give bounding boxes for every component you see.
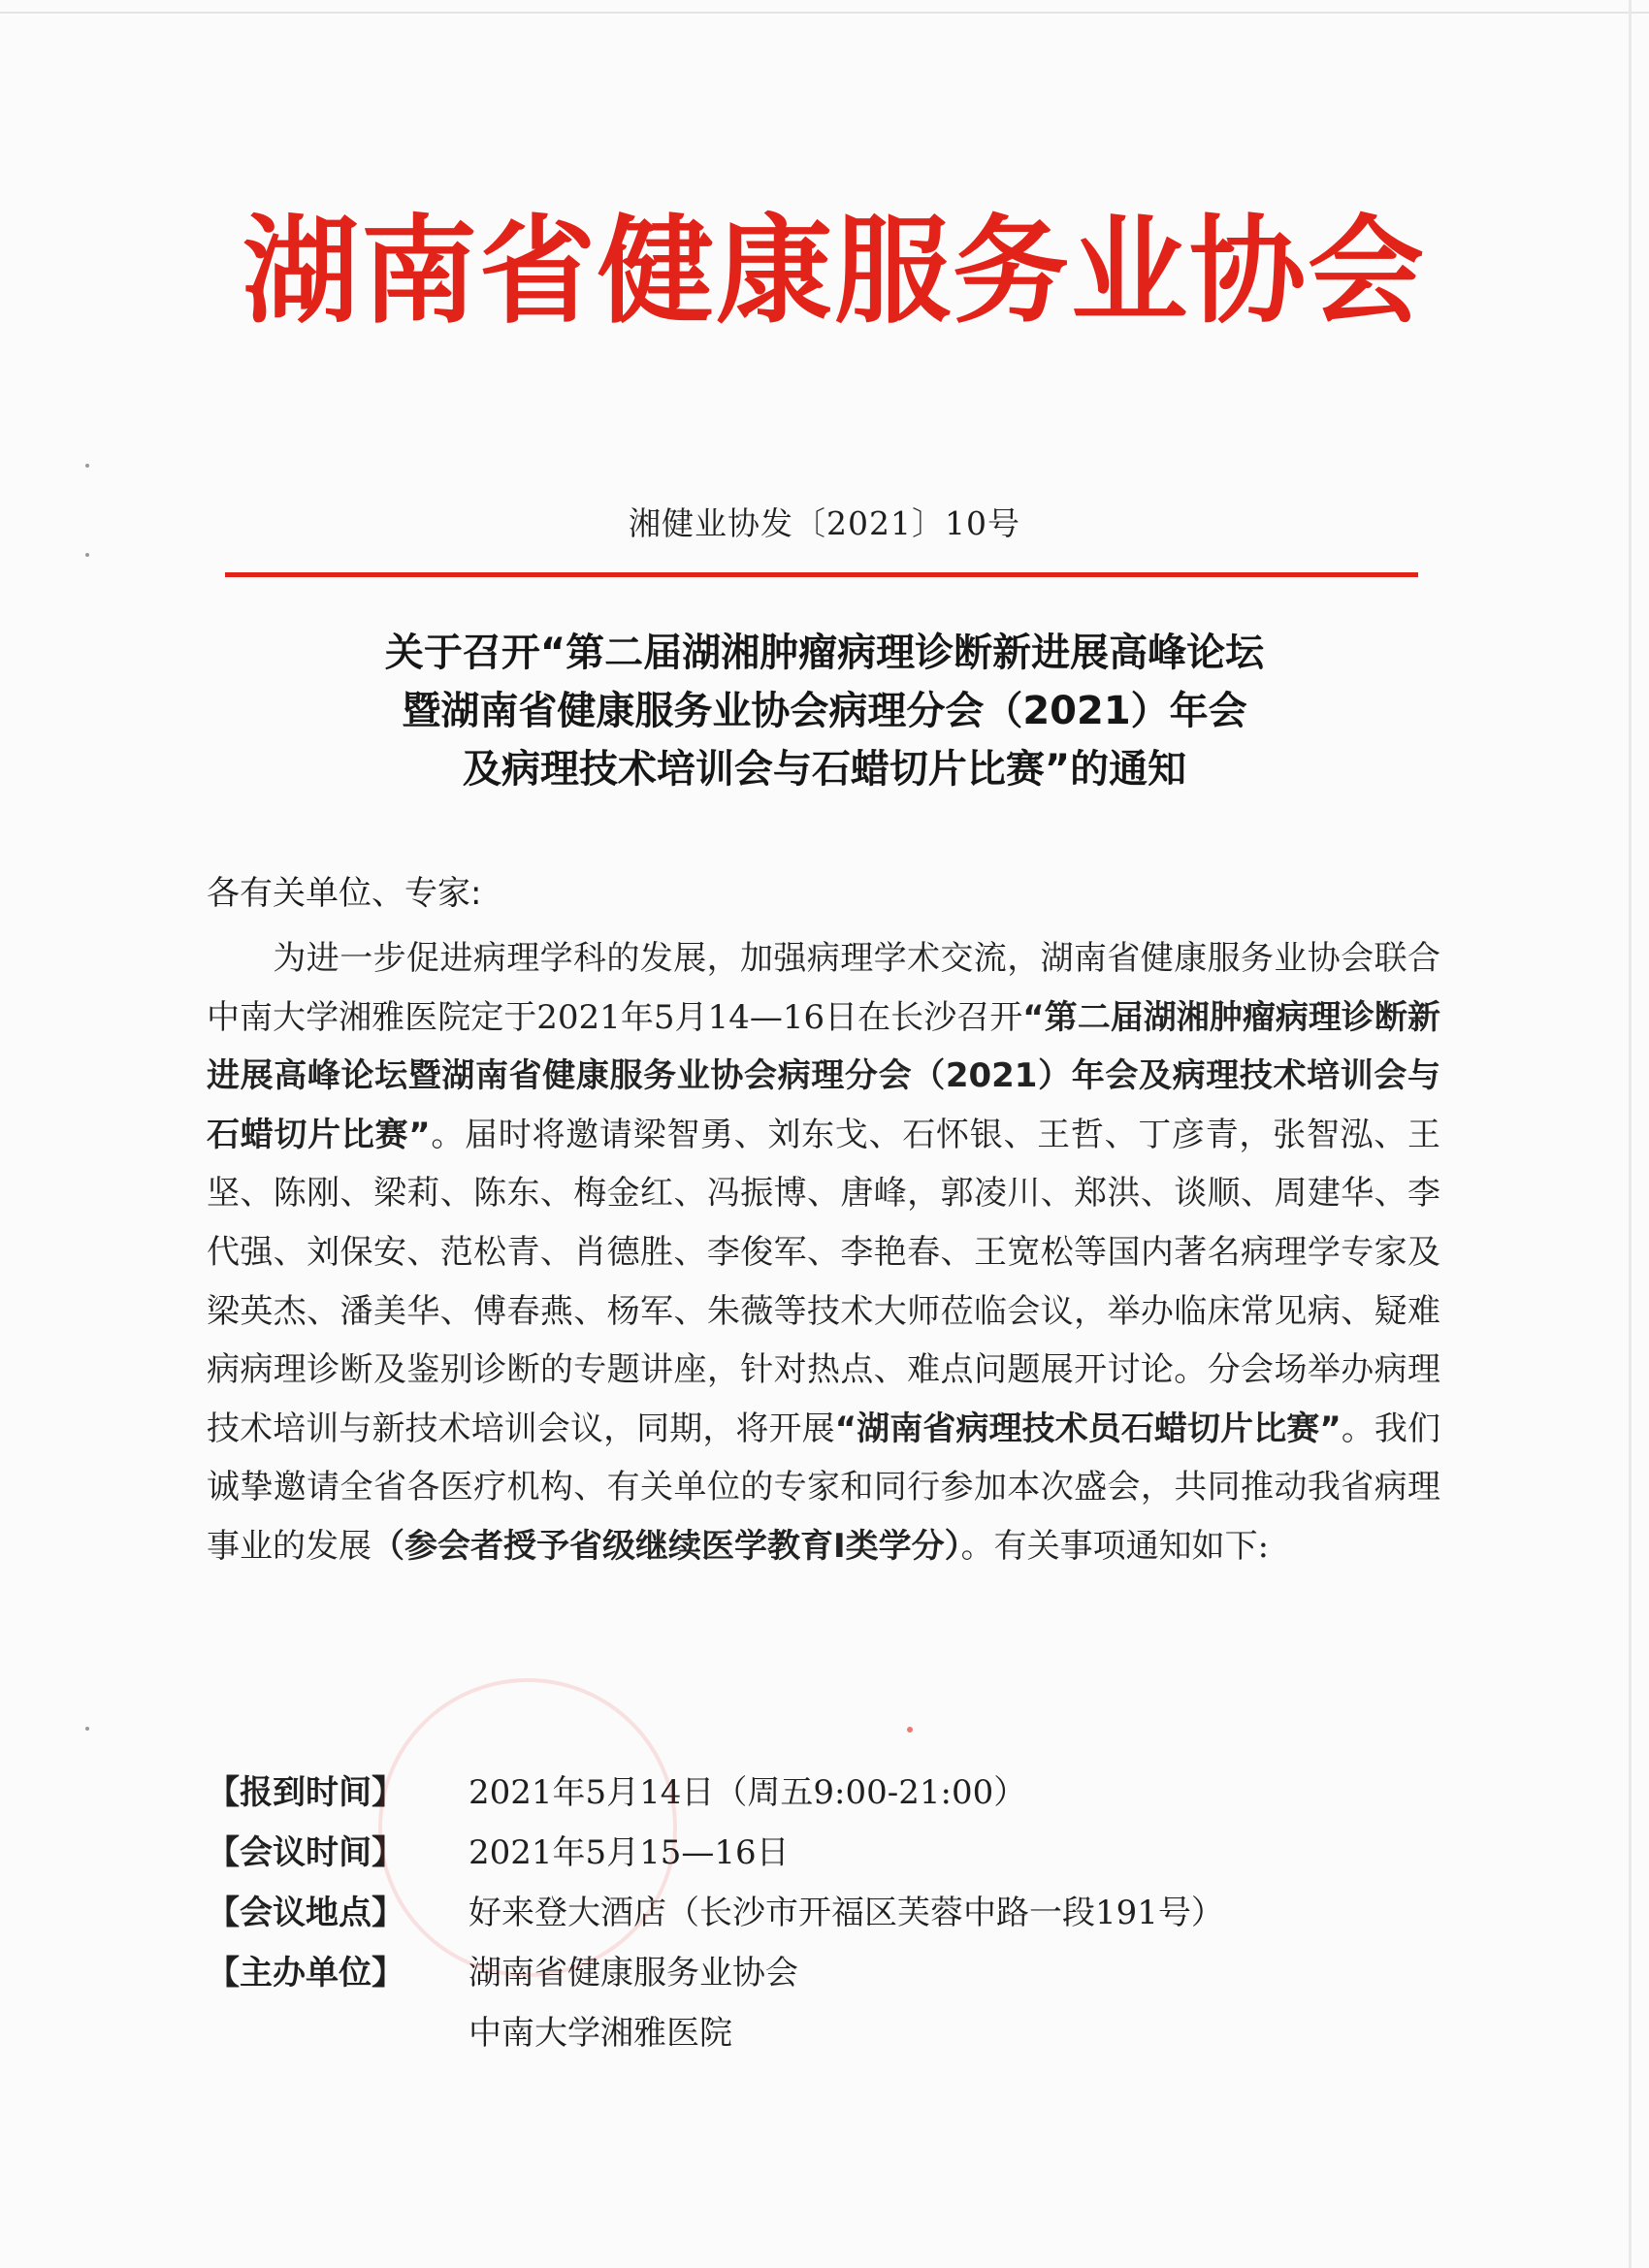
scan-edge-right (1629, 0, 1632, 2268)
scan-speck (85, 553, 89, 557)
faint-seal-stamp (378, 1678, 677, 1977)
venue-value: 好来登大酒店（长沙市开福区芙蓉中路一段191号） (469, 1894, 1224, 1932)
notice-title-line-1: 关于召开“第二届湖湘肿瘤病理诊断新进展高峰论坛 (384, 631, 1265, 675)
meeting-time-label: 【会议时间】 (207, 1833, 404, 1872)
organizer-value-1: 湖南省健康服务业协会 (469, 1954, 798, 1993)
organizer-label: 【主办单位】 (207, 1954, 404, 1993)
body-text-closing: 。有关事项通知如下: (960, 1526, 1270, 1566)
scan-edge-top (0, 12, 1649, 14)
scan-speck (85, 1727, 89, 1731)
organization-header: 湖南省健康服务业协会 (242, 203, 1426, 340)
scan-speck-red (907, 1727, 913, 1733)
organizer-row-2 (469, 2004, 732, 2062)
venue-label: 【会议地点】 (207, 1894, 404, 1932)
red-divider-line (225, 572, 1418, 577)
notice-title-line-2: 暨湖南省健康服务业协会病理分会（2021）年会 (402, 689, 1247, 733)
salutation: 各有关单位、专家: (207, 874, 482, 913)
document-number: 湘健业协发〔2021〕10号 (629, 504, 1020, 542)
venue-row (207, 1884, 1224, 1942)
scan-speck (85, 464, 89, 468)
body-text-invitation: 。我们诚挚邀请全省各医疗机构、有关单位的专家和同行参加本次盛会，共同推动我省病理事业的发展 (207, 1409, 1441, 1566)
registration-value: 2021年5月14日（周五9:00-21:00） (469, 1773, 1027, 1812)
notice-title-line-3: 及病理技术培训会与石蜡切片比赛”的通知 (462, 747, 1187, 792)
organizer-value-2: 中南大学湘雅医院 (469, 2014, 732, 2053)
body-paragraph (207, 929, 1440, 1576)
notice-title (194, 624, 1455, 798)
registration-label: 【报到时间】 (207, 1773, 404, 1812)
event-name-bold: “第二届湖湘肿瘤病理诊断新进展高峰论坛暨湖南省健康服务业协会病理分会（2021）年会及病理技术培训会与石蜡切片比赛” (207, 997, 1440, 1154)
contest-name-bold: “湖南省病理技术员石蜡切片比赛” (834, 1409, 1342, 1448)
body-text-speakers: 。届时将邀请梁智勇、刘东戈、石怀银、王哲、丁彦青，张智泓、王坚、陈刚、梁莉、陈东、梅金红、冯振博、唐峰，郭凌川、郑洪、谈顺、周建华、李代强、刘保安、范松青、肖德胜、李俊军、李艳春、王宽松等国内著名病理学专家及梁英杰、潘美华、傅春燕、杨军、朱薇等技术大师莅临会议，举办临床常见病、疑难病病理诊断及鉴别诊断的专题讲座，针对热点、难点问题展开讨论。分会场举办病理技术培训与新技术培训会议，同期，将开展 (207, 1115, 1440, 1448)
meeting-time-value: 2021年5月15—16日 (469, 1833, 790, 1872)
body-text-intro: 为进一步促进病理学科的发展，加强病理学术交流，湖南省健康服务业协会联合中南大学湘雅医院定于2021年5月14—16日在长沙召开 (207, 939, 1440, 1037)
credit-note-bold: （参会者授予省级继续医学教育Ⅰ类学分） (372, 1526, 961, 1566)
